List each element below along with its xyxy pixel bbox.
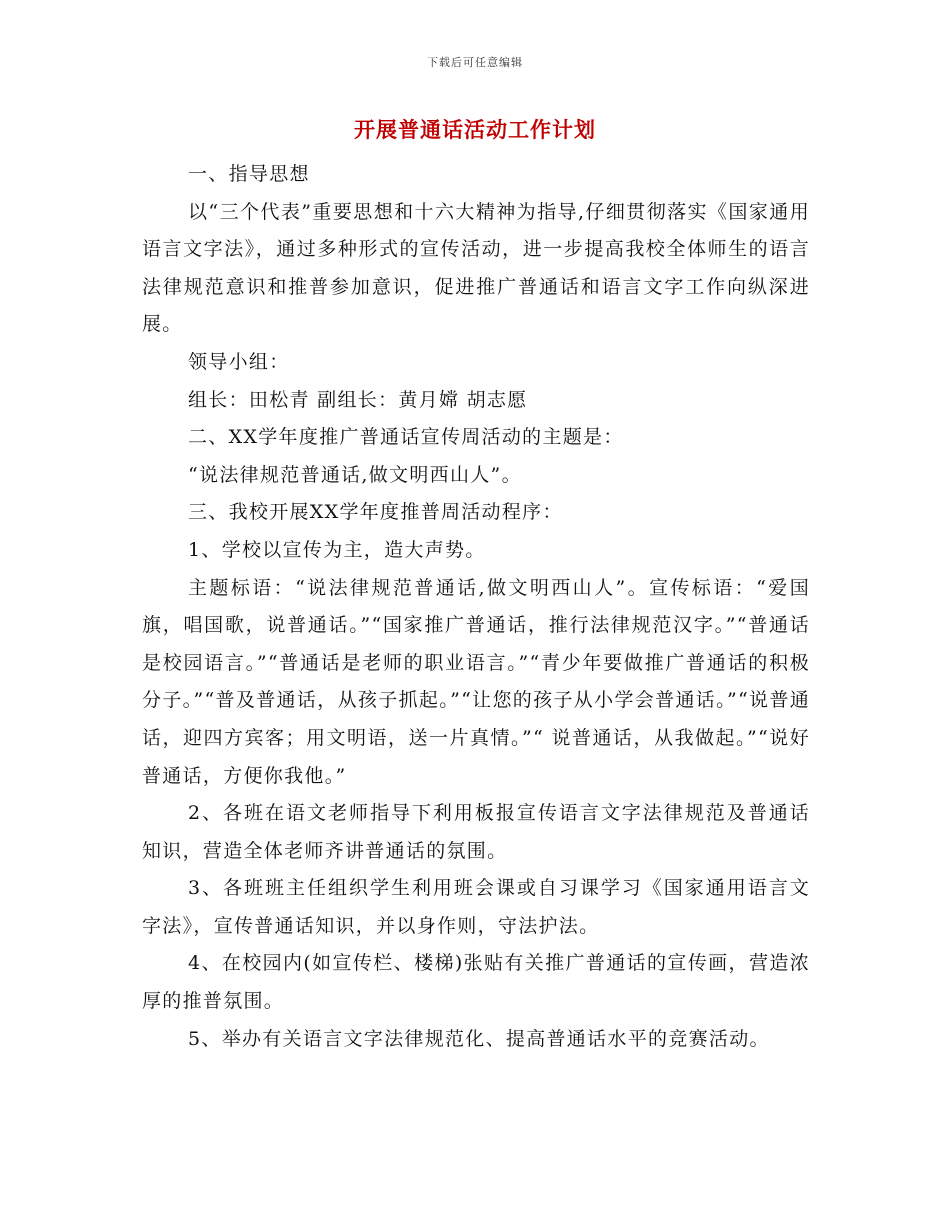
document-body	[142, 156, 810, 1058]
list-item-2: 2、各班在语文老师指导下利用板报宣传语言文字法律规范及普通话知识，营造全体老师齐讲普通话的氛围。	[142, 802, 810, 862]
section-heading-guiding-ideology: 一、指导思想	[188, 163, 310, 185]
list-item-5: 5、举办有关语言文字法律规范化、提高普通话水平的竞赛活动。	[188, 1027, 770, 1050]
paragraph-leadership-group: 领导小组：	[188, 350, 290, 373]
section-heading-program: 三、我校开展XX学年度推普周活动程序：	[188, 501, 563, 524]
section-heading-theme: 二、XX学年度推广普通话宣传周活动的主题是：	[188, 426, 624, 449]
list-item-1: 1、学校以宣传为主，造大声势。	[188, 538, 486, 561]
paragraph-guiding-ideology: 以“三个代表”重要思想和十六大精神为指导,仔细贯彻落实《国家通用语言文字法》，通过多种形式的宣传活动，进一步提高我校全体师生的语言法律规范意识和推普参加意识，促进推广普通话和语言文字工作向纵深进展。	[142, 200, 810, 336]
paragraph-group-members: 组长：田松青 副组长：黄月嫦 胡志愿	[188, 388, 528, 411]
paragraph-slogans: 主题标语：“说法律规范普通话,做文明西山人”。宣传标语：“爱国旗，唱国歌，说普通话。”“国家推广普通话，推行法律规范汉字。”“普通话是校园语言。”“普通话是老师的职业语言。”“青少年要做推广普通话的积极分子。”“普及普通话，从孩子抓起。”“让您的孩子从小学会普通话。”“说普通话，迎四方宾客；用文明语，送一片真情。”“ 说普通话，从我做起。”“说好普通话，方便你我他。”	[142, 576, 810, 787]
paragraph-theme-slogan: “说法律规范普通话,做文明西山人”。	[188, 463, 522, 486]
header-note: 下载后可任意编辑	[427, 56, 523, 69]
list-item-3: 3、各班班主任组织学生利用班会课或自习课学习《国家通用语言文字法》，宣传普通话知识，并以身作则，守法护法。	[142, 877, 810, 937]
list-item-4: 4、在校园内(如宣传栏、楼梯)张贴有关推广普通话的宣传画，营造浓厚的推普氛围。	[142, 952, 810, 1013]
document-title: 开展普通话活动工作计划	[354, 117, 596, 142]
